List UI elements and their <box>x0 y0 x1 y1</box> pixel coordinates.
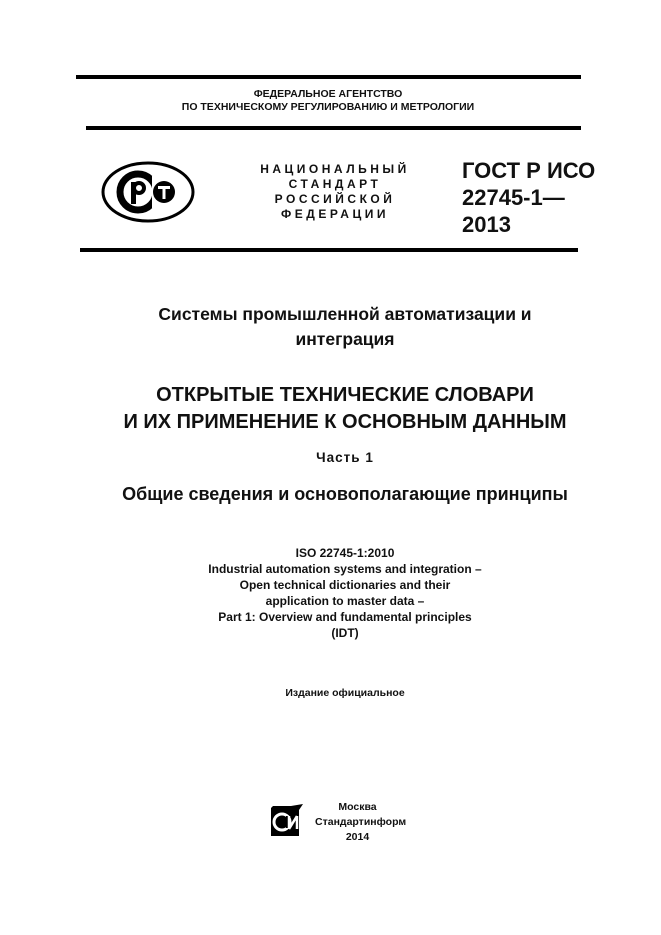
bottom-header-rule <box>80 248 578 252</box>
standartinform-logo <box>269 802 305 843</box>
designation-line: 22745-1— <box>462 185 565 210</box>
title-line: И ИХ ПРИМЕНЕНИЕ К ОСНОВНЫМ ДАННЫМ <box>123 411 567 433</box>
title-line: ОТКРЫТЫЕ ТЕХНИЧЕСКИЕ СЛОВАРИ <box>156 384 534 406</box>
designation-line: 2013 <box>462 212 511 237</box>
publisher-city: Москва <box>338 801 377 813</box>
rst-logo <box>100 160 196 229</box>
natl-line: СТАНДАРТ <box>288 177 382 191</box>
publisher-info <box>315 800 407 845</box>
part-label: Часть 1 <box>316 450 374 465</box>
main-title <box>60 382 630 436</box>
iso-line: Open technical dictionaries and their <box>239 578 451 592</box>
subtitle: Общие сведения и основополагающие принципы <box>122 484 568 504</box>
standard-group-title <box>80 302 610 352</box>
standard-designation <box>462 157 595 238</box>
iso-line: Industrial automation systems and integration – <box>208 562 482 576</box>
iso-line: (IDT) <box>331 626 359 640</box>
natl-line: НАЦИОНАЛЬНЫЙ <box>260 162 410 176</box>
designation-line: ГОСТ Р ИСО <box>462 158 596 183</box>
agency-line: ФЕДЕРАЛЬНОЕ АГЕНТСТВО <box>253 88 403 100</box>
agency-line: ПО ТЕХНИЧЕСКОМУ РЕГУЛИРОВАНИЮ И МЕТРОЛОГИИ <box>181 101 475 113</box>
publisher-year: 2014 <box>345 831 370 843</box>
national-standard-label <box>240 162 430 222</box>
top-rule <box>76 75 581 79</box>
title-line: Системы промышленной автоматизации и <box>158 304 532 324</box>
iso-line: Part 1: Overview and fundamental principles <box>218 610 472 624</box>
natl-line: ФЕДЕРАЦИИ <box>281 207 389 221</box>
title-line: интеграция <box>295 329 395 349</box>
iso-line: ISO 22745-1:2010 <box>295 546 395 560</box>
agency-header <box>76 88 580 114</box>
edition-label: Издание официальное <box>285 687 405 699</box>
iso-reference <box>100 545 590 641</box>
iso-line: application to master data – <box>265 594 425 608</box>
natl-line: РОССИЙСКОЙ <box>274 192 396 206</box>
header-rule <box>86 126 581 130</box>
publisher-name: Стандартинформ <box>315 816 407 828</box>
